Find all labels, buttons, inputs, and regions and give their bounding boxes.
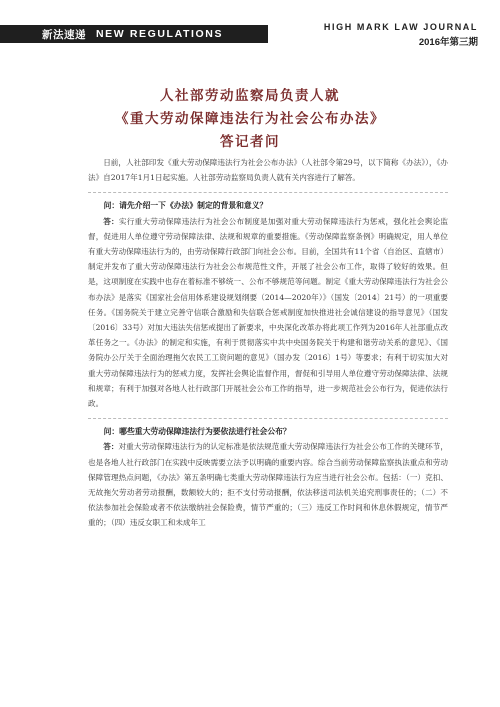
section-title-en: NEW REGULATIONS xyxy=(96,28,224,40)
answer-1-text: 实行重大劳动保障违法行为社会公布制度是加强对重大劳动保障违法行为惩戒，强化社会舆论监督，促进用人单位遵守劳动保障法律、法规和规章的重要措施。《劳动保障监察条例》明确规定，用人单位有重大劳动保障违法行为的，由劳动保障行政部门向社会公布。目前，全国共有11个省（自治区、直辖市）制定并发布了重大劳动保障违法行为社会公布规范性文件，开展了社会公布工作，取得了较好的效果。但是，这项制度在实践中也存在着标准不够统一、公布不够规范等问题。制定《重大劳动保障违法行为社会公布办法》是落实《国家社会信用体系建设规划纲要（2014—2020年）》（国发〔2014〕21号）的一项重要任务。《国务院关于建立完善守信联合激励和失信联合惩戒制度加快推进社会诚信建设的指导意见》（国发〔2016〕33号）对加大违法失信惩戒提出了新要求，中央深化改革办将此项工作列为2016年人社部重点改革任务之一。《办法》的制定和实施，有利于贯彻落实中共中央国务院关于构建和谐劳动关系的意见》、《国务院办公厅关于全面治理拖欠农民工工资问题的意见》（国办发〔2016〕1号）等要求；有利于切实加大对重大劳动保障违法行为的惩戒力度，发挥社会舆论监督作用，督促和引导用人单位遵守劳动保障法律、法规和规章；有利于加强对各地人社行政部门开展社会公布工作的指导，进一步规范社会公布行为，促进依法行政。 xyxy=(88,216,448,409)
question-2: 问：哪些重大劳动保障违法行为要依法进行社会公布？ xyxy=(103,427,291,437)
divider xyxy=(88,192,448,193)
answer-1 xyxy=(88,214,448,412)
answer-2 xyxy=(88,439,448,530)
article-title xyxy=(0,85,500,154)
title-line-3: 答记者问 xyxy=(220,134,280,150)
journal-name: HIGH MARK LAW JOURNAL xyxy=(323,22,478,32)
title-line-2: 《重大劳动保障违法行为社会公布办法》 xyxy=(115,111,385,127)
journal-masthead xyxy=(324,22,478,48)
intro-paragraph: 日前，人社部印发《重大劳动保障违法行为社会公布办法》（人社部令第29号，以下简称《办法》），《办法》自2017年1月1日起实施。人社部劳动监察局负责人就有关内容进行了解答。 xyxy=(88,158,448,183)
question-1: 问：请先介绍一下《办法》制定的背景和意义？ xyxy=(103,201,268,211)
answer-2-text: 对重大劳动保障违法行为的认定标准是依法规范重大劳动保障违法行为社会公布工作的关键环节，也是各地人社行政部门在实践中反映需要立法予以明确的重要内容。综合当前劳动保障监察执法重点和劳动保障管理热点问题，《办法》第五条明确七类重大劳动保障违法行为应当进行社会公布。包括：（一）克扣、无故拖欠劳动者劳动报酬，数额较大的；拒不支付劳动报酬，依法移送司法机关追究刑事责任的；（二）不依法参加社会保险或者不依法缴纳社会保险费，情节严重的；（三）违反工作时间和休息休假规定，情节严重的；（四）违反女职工和未成年工 xyxy=(88,442,448,528)
answer-label: 答： xyxy=(103,216,119,226)
section-banner xyxy=(0,25,268,43)
answer-label: 答： xyxy=(103,442,119,452)
section-title-cn: 新法速递 xyxy=(42,28,86,41)
divider xyxy=(88,418,448,419)
article-body xyxy=(88,155,448,531)
issue-number: 2016年第三期 xyxy=(418,37,478,48)
title-line-1: 人社部劳动监察局负责人就 xyxy=(160,88,340,104)
